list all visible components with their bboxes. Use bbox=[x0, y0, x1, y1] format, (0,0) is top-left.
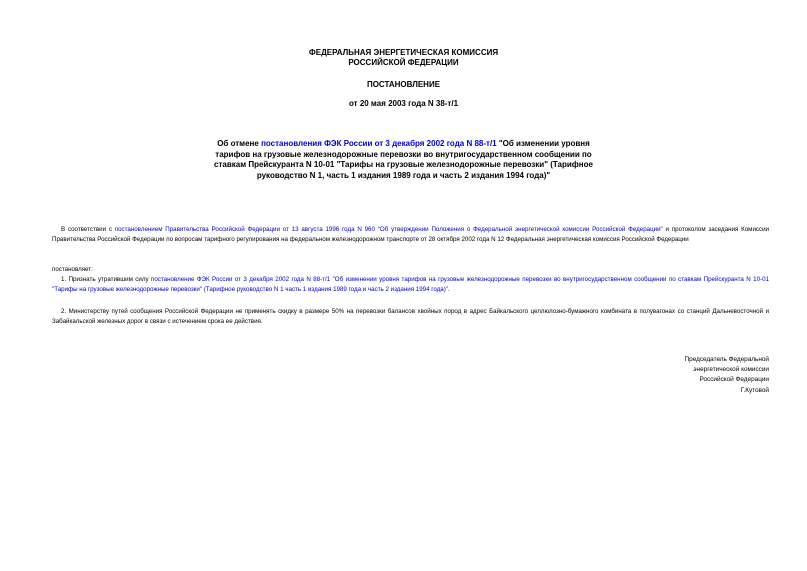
preamble-prefix: В соответствии с bbox=[61, 226, 115, 233]
title-prefix: Об отмене bbox=[217, 139, 262, 148]
document-date: от 20 мая 2003 года N 38-т/1 bbox=[348, 99, 459, 108]
document-title bbox=[200, 139, 607, 181]
signature-block bbox=[609, 355, 769, 396]
signatory-name: Г.Кутовой bbox=[740, 386, 769, 394]
decides-label: постановляет: bbox=[52, 266, 93, 273]
item-1-prefix: 1. Признать утратившим силу bbox=[61, 276, 151, 283]
government-decree-link[interactable]: постановлением Правительства Российской Федерации от 13 августа 1996 года N 960 "Об утверждении Положения о Федеральной энергетической комиссии Российской Федерации" bbox=[114, 226, 663, 233]
item-1-paragraph bbox=[52, 275, 769, 294]
item-2-paragraph: 2. Министерству путей сообщения Российской Федерации не применять скидку в размере 50% на перевозки балансов хвойных пород в адрес Байкальского целлюлозно-бумажного комбината в полувагонах со станций Дальневосточной и Забайкальской железных дорог в связи с истечением срока ее действия. bbox=[52, 308, 769, 325]
signature-position-line1: Председатель Федеральной bbox=[684, 356, 769, 363]
signature-position-line2: энергетической комиссии bbox=[693, 366, 769, 374]
preamble-rest: и протоколом заседания Комиссии Правительства Российской Федерации по вопросам тарифного регулирования на федеральном железнодорожном транспорте от 28 октября 2002 года N 12 Федеральная энергетическая комиссия Российской Федерации bbox=[52, 226, 769, 243]
title-reference-link[interactable]: постановления ФЭК России от 3 декабря 2002 года N 88-т/1 bbox=[261, 139, 497, 148]
signature-position-line3: Российской Федерации bbox=[699, 376, 769, 384]
org-name-line1: ФЕДЕРАЛЬНАЯ ЭНЕРГЕТИЧЕСКАЯ КОМИССИЯ bbox=[308, 48, 499, 57]
document-type: ПОСТАНОВЛЕНИЕ bbox=[366, 80, 441, 89]
org-name-line2: РОССИЙСКОЙ ФЕДЕРАЦИИ bbox=[348, 58, 459, 67]
preamble-paragraph bbox=[52, 225, 769, 244]
repealed-decree-link[interactable]: постановление ФЭК России от 3 декабря 2002 года N 88-т/1 "Об изменении уровня тарифов на грузовые железнодорожные перевозки во внутригосударственном сообщении по ставкам Прейскуранта N 10-01 "Тарифы на грузовые железнодорожные перевозки" (Тарифное руководство N 1 часть 1 издания 1989 года и часть 2 издания 1994 года)" bbox=[52, 276, 769, 293]
item-1-suffix: . bbox=[448, 285, 450, 293]
title-rest: "Об изменении уровня тарифов на грузовые железнодорожные перевозки во внутригосударственном сообщении по ставкам Прейскуранта N 10-01 "Тарифы на грузовые железнодорожные перевозки" (Тарифное руководство N 1, часть 1 издания 1989 года и часть 2 издания 1994 года)" bbox=[214, 139, 593, 180]
